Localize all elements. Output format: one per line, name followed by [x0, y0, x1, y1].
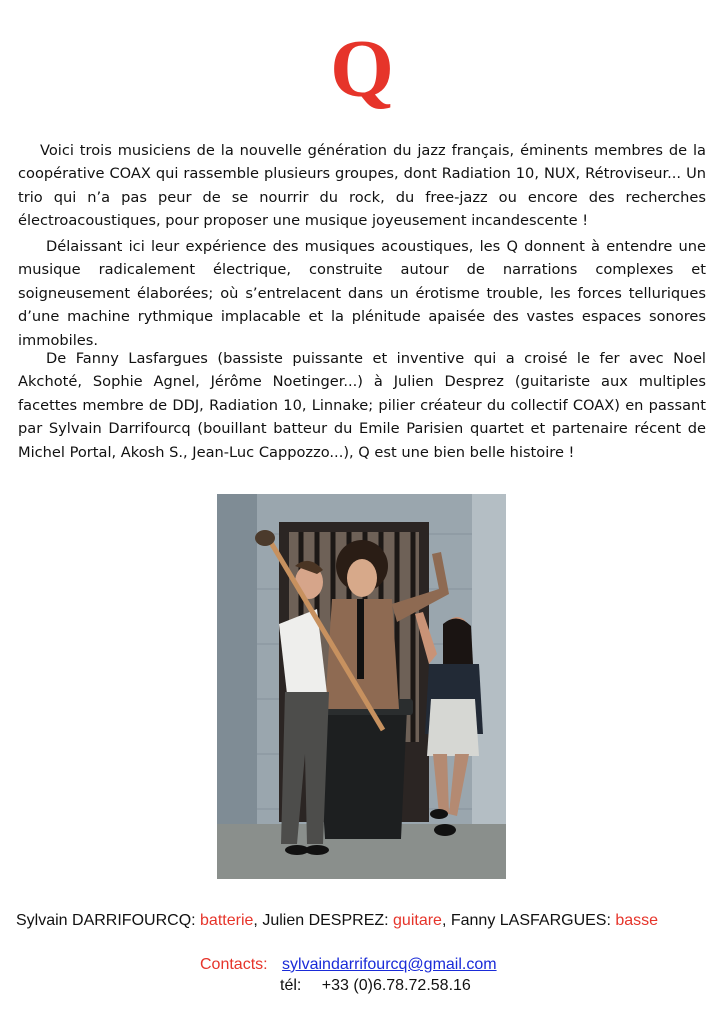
- member-role-guitare: guitare: [393, 912, 442, 929]
- band-photo: [217, 494, 506, 879]
- separator: ,: [253, 912, 258, 929]
- telephone-line: [280, 977, 471, 995]
- band-credits: [16, 912, 716, 930]
- member-name-julien: Julien DESPREZ:: [262, 912, 389, 929]
- band-logo: Q: [330, 23, 394, 114]
- contacts-label: Contacts:: [200, 956, 268, 973]
- telephone-number: +33 (0)6.78.72.58.16: [321, 977, 471, 994]
- member-name-sylvain: Sylvain DARRIFOURCQ:: [16, 912, 196, 929]
- members-paragraph: De Fanny Lasfargues (bassiste puissante et inventive qui a croisé le fer avec Noel Akchoté, Sophie Agnel, Jérôme Noetinger...) à Julien Desprez (guitariste aux multiples facettes membre de DDJ, Radiation 10, Linnake; pilier créateur du collectif COAX) en passant par Sylvain Darrifourcq (bouillant batteur du Emile Parisien quartet et partenaire récent de Michel Portal, Akosh S., Jean-Luc Cappozzo...), Q est une bien belle histoire !: [18, 350, 706, 461]
- member-role-basse: basse: [615, 912, 659, 929]
- member-role-batterie: batterie: [200, 912, 254, 929]
- music-description-paragraph: Délaissant ici leur expérience des musiques acoustiques, les Q donnent à entendre une musique radicalement électrique, construite autour de narrations complexes et soigneusement élaborées; où s’entrelacent dans un érotisme trouble, les forces telluriques d’une machine rythmique implacable et la plénitude apaisée des vastes espaces sonores immobiles.: [18, 238, 706, 349]
- contacts-line: [200, 956, 497, 974]
- intro-paragraph: Voici trois musiciens de la nouvelle génération du jazz français, éminents membres de la coopérative COAX qui rassemble plusieurs groupes, dont Radiation 10, NUX, Rétroviseur... Un trio qui n’a pas peur de se nourrir du rock, du free-jazz ou encore des recherches électroacoustiques, pour proposer une musique joyeusement incandescente !: [18, 142, 706, 230]
- separator: ,: [441, 912, 447, 929]
- telephone-label: tél:: [280, 977, 302, 994]
- email-link[interactable]: sylvaindarrifourcq@gmail.com: [282, 956, 497, 973]
- member-name-fanny: Fanny LASFARGUES:: [450, 912, 611, 929]
